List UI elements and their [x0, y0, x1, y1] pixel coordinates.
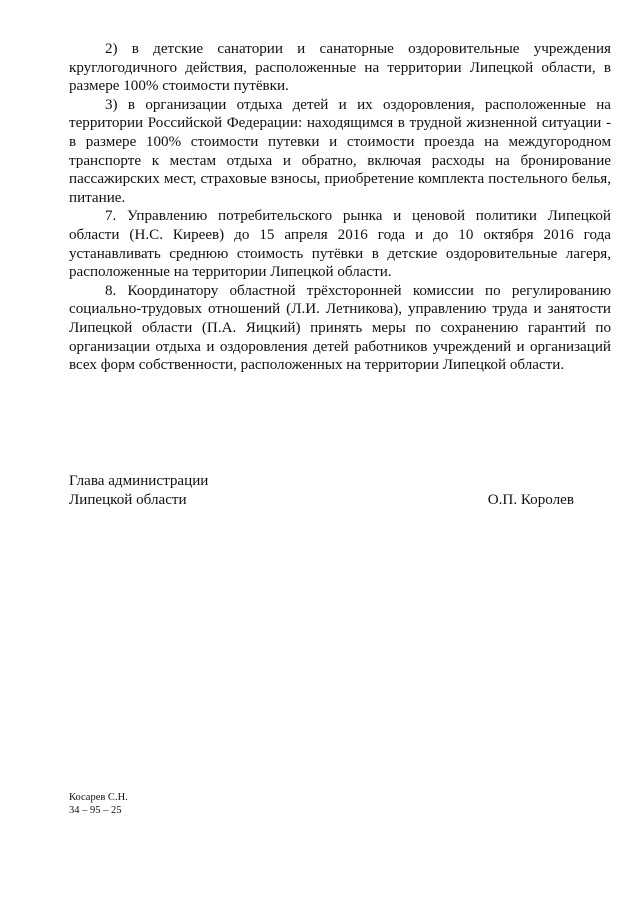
document-body	[69, 40, 611, 375]
paragraph-point-7: 7. Управлению потребительского рынка и ценовой политики Липецкой области (Н.С. Киреев) до 15 апреля 2016 года и до 10 октября 2016 года устанавливать среднюю стоимость путёвки в детские оздоровительные лагеря, расположенные на территории Липецкой области.	[69, 208, 611, 281]
paragraph-item-3: 3) в организации отдыха детей и их оздоровления, расположенные на территории Российской Федерации: находящимся в трудной жизненной ситуации - в размере 100% стоимости путевки и стоимости проезда на междугородном транспорте к местам отдыха и обратно, включая расходы на бронирование пассажирских мест, страховые взносы, приобретение комплекта постельного белья, питание.	[69, 96, 611, 206]
signatory-title-line2: Липецкой области	[69, 491, 187, 508]
signature-block	[69, 472, 611, 509]
executor-name: Косарев С.Н.	[69, 792, 128, 803]
paragraph-point-8: 8. Координатору областной трёхсторонней комиссии по регулированию социально-трудовых отношений (Л.И. Летникова), управлению труда и занятости Липецкой области (П.А. Яицкий) принять меры по сохранению гарантий по организации отдыха и оздоровления детей работников учреждений и организаций всех форм собственности, расположенных на территории Липецкой области.	[69, 282, 611, 374]
paragraph-item-2: 2) в детские санатории и санаторные оздоровительные учреждения круглогодичного действия, расположенные на территории Липецкой области, в размере 100% стоимости путёвки.	[69, 41, 611, 95]
executor-phone: 34 – 95 – 25	[69, 804, 122, 816]
signatory-name: О.П. Королев	[487, 491, 574, 508]
signature-row	[69, 491, 611, 510]
signatory-title-line1: Глава администрации	[69, 473, 209, 489]
executor-info	[69, 792, 128, 817]
